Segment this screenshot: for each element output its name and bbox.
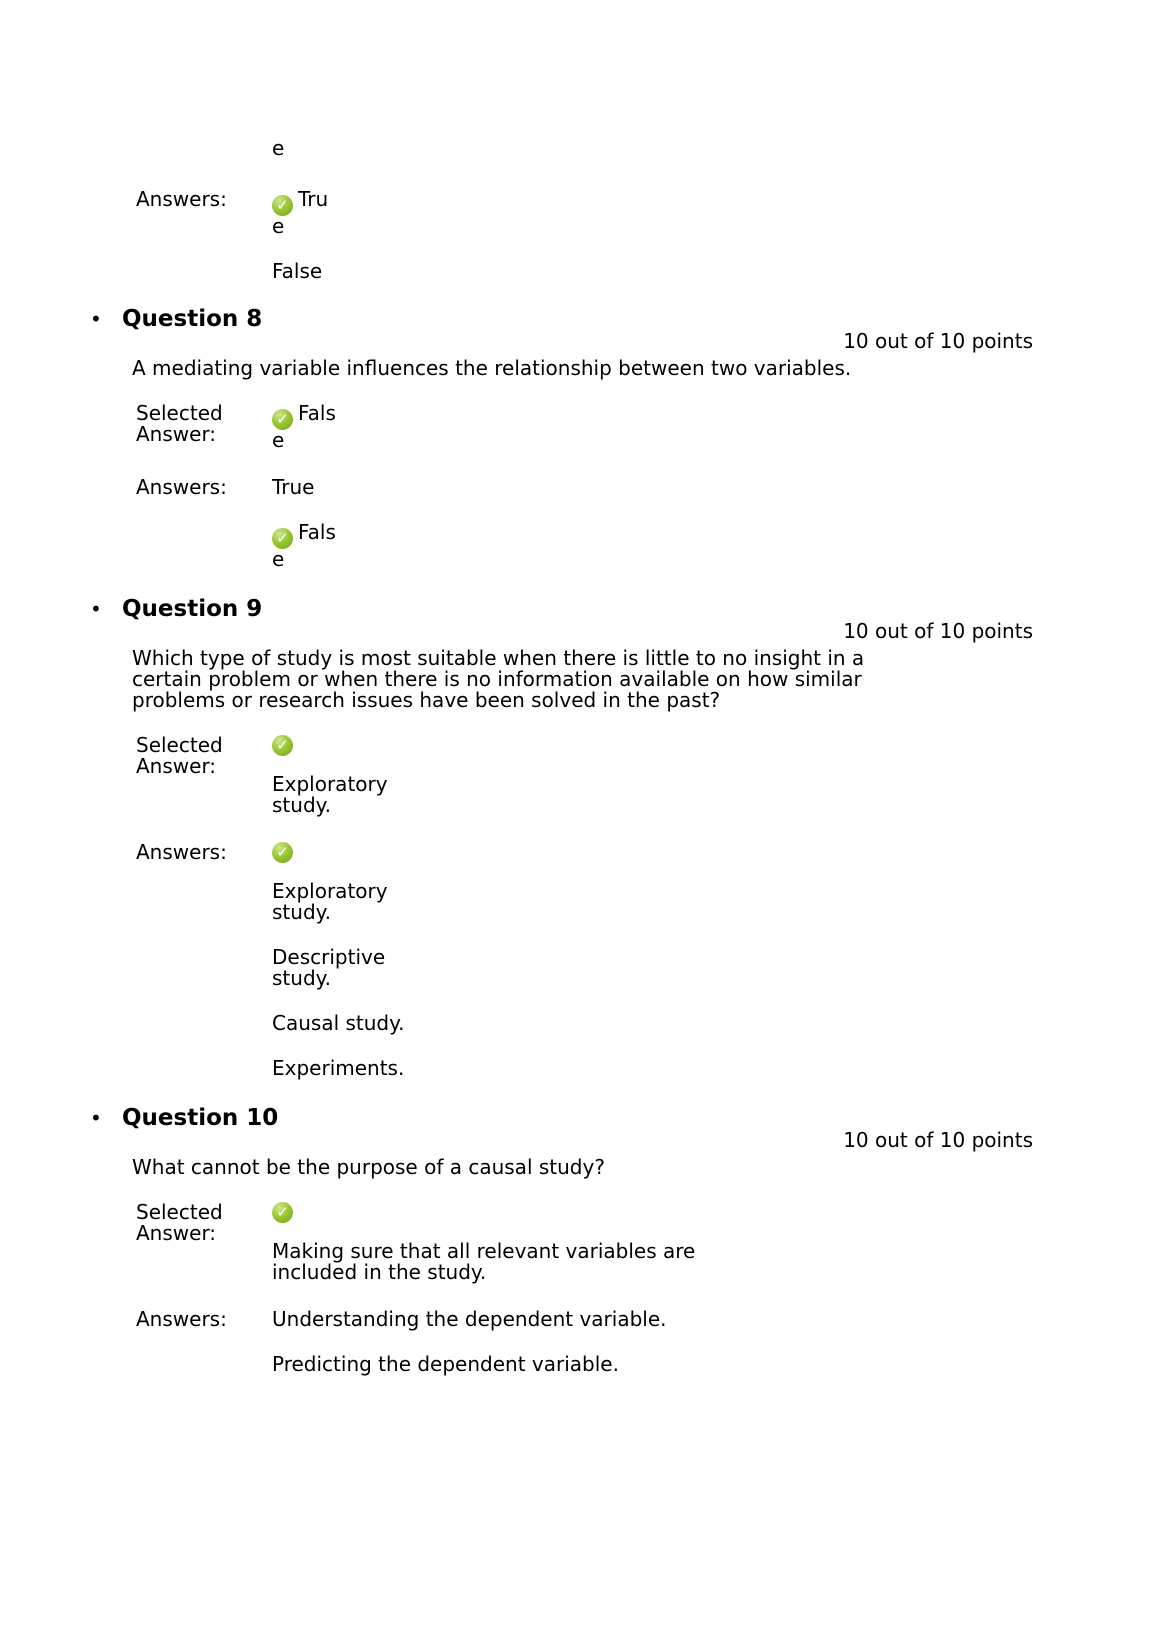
- list-bullet-icon: •: [90, 307, 102, 331]
- answers-label: Answers:: [136, 187, 227, 211]
- answer-choice: [272, 189, 340, 237]
- answer-choice-text: True: [272, 187, 329, 238]
- answers-list: [272, 842, 412, 1079]
- selected-answer-row: [0, 403, 1158, 451]
- correct-answer-check-icon: ✓: [272, 528, 293, 549]
- answers-row: [0, 477, 1158, 570]
- answers-list: [272, 477, 340, 570]
- selected-answer-label: Selected Answer:: [136, 1200, 223, 1245]
- answers-label: Answers:: [136, 475, 227, 499]
- answers-label: Answers:: [136, 1307, 227, 1331]
- answer-choice: Descriptive study.: [272, 945, 386, 990]
- answers-row: [0, 842, 1158, 1079]
- selected-answer-row: [0, 735, 1158, 816]
- correct-answer-check-icon: ✓: [272, 735, 293, 756]
- selected-answer-value: [272, 735, 412, 816]
- question-title: Question 10: [122, 1105, 279, 1131]
- answers-list: [272, 1309, 742, 1375]
- question-title: Question 8: [122, 306, 263, 332]
- answers-row: [0, 189, 1158, 282]
- question-answer-table: [0, 1202, 1158, 1375]
- question-9-section: [0, 596, 1158, 1079]
- answer-choice: Understanding the dependent variable.: [272, 1307, 667, 1331]
- selected-answer-text: Making sure that all relevant variables are included in the study.: [272, 1239, 696, 1284]
- question-text: Which type of study is most suitable when there is little to no insight in a certain problem or when there is no information available on how similar problems or research issues have been solved in the past?: [132, 646, 865, 712]
- correct-answer-check-icon: ✓: [272, 842, 293, 863]
- list-bullet-icon: •: [90, 1106, 102, 1130]
- answer-choice: Experiments.: [272, 1056, 405, 1080]
- question-answer-table: [0, 403, 1158, 570]
- answers-label: Answers:: [136, 840, 227, 864]
- question-8-section: [0, 306, 1158, 570]
- list-bullet-icon: •: [90, 597, 102, 621]
- selected-answer-choice: [272, 403, 340, 451]
- selected-answer-value: [272, 1202, 742, 1283]
- answer-choice: [272, 522, 340, 570]
- answer-choice: Causal study.: [272, 1011, 405, 1035]
- question-title: Question 9: [122, 596, 263, 622]
- selected-answer-choice: [272, 735, 412, 816]
- question-points: 10 out of 10 points: [843, 329, 1033, 353]
- correct-answer-check-icon: ✓: [272, 1202, 293, 1223]
- selected-answer-choice: [272, 1202, 742, 1283]
- answer-choice: False: [272, 259, 323, 283]
- answer-choice-text: Exploratory study.: [272, 879, 388, 924]
- question-points: 10 out of 10 points: [843, 619, 1033, 643]
- selected-answer-row: [0, 1202, 1158, 1283]
- question-text: A mediating variable influences the relationship between two variables.: [132, 356, 852, 380]
- selected-answer-value: [272, 403, 340, 451]
- question-10-section: [0, 1105, 1158, 1375]
- answers-list: [272, 189, 340, 282]
- selected-answer-text: Exploratory study.: [272, 772, 388, 817]
- selected-answer-text: False: [272, 401, 336, 452]
- answer-choice: Predicting the dependent variable.: [272, 1352, 619, 1376]
- answer-choice-text: False: [272, 520, 336, 571]
- answer-choice: [272, 842, 412, 923]
- answer-choice: True: [272, 475, 315, 499]
- question-answer-table: [0, 735, 1158, 1079]
- selected-answer-overflow-row: [0, 138, 1158, 159]
- correct-answer-check-icon: ✓: [272, 409, 293, 430]
- question-text: What cannot be the purpose of a causal study?: [132, 1155, 605, 1179]
- selected-answer-label: Selected Answer:: [136, 733, 223, 778]
- question-points: 10 out of 10 points: [843, 1128, 1033, 1152]
- selected-answer-overflow-text: e: [272, 136, 285, 160]
- previous-question-fragment: [0, 138, 1158, 282]
- answers-row: [0, 1309, 1158, 1375]
- selected-answer-label: Selected Answer:: [136, 401, 223, 446]
- correct-answer-check-icon: ✓: [272, 195, 293, 216]
